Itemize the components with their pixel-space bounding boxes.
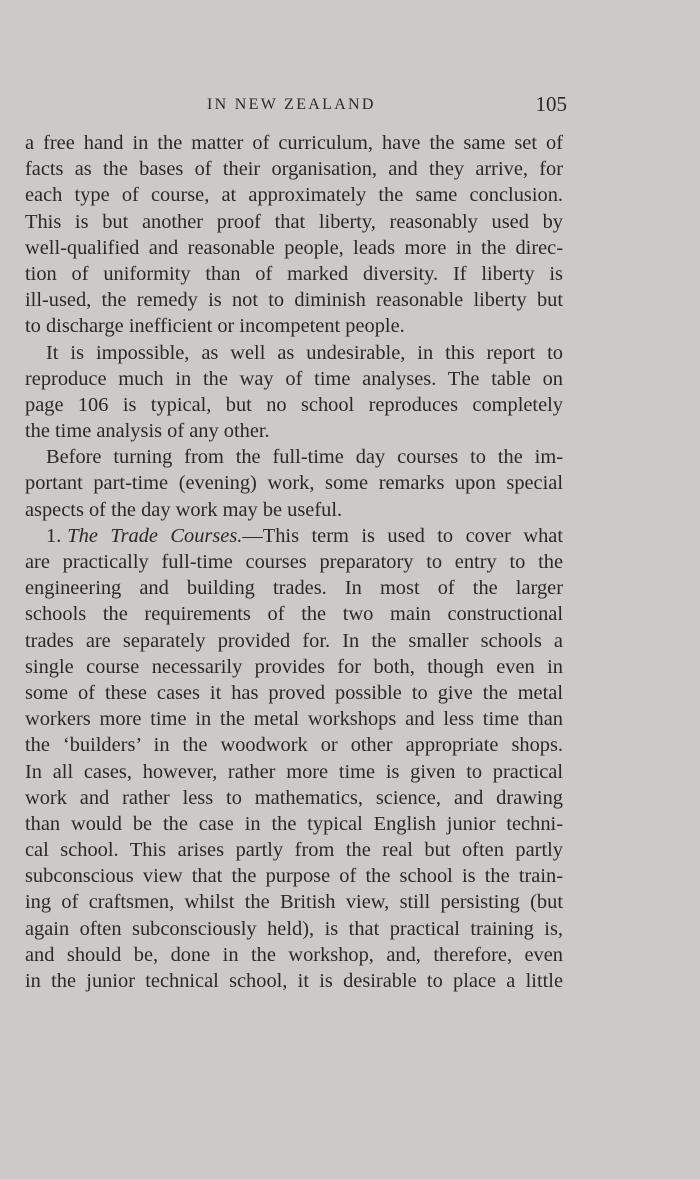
page-number: 105	[535, 92, 567, 116]
text-line: than would be the case in the typical English junior techni-	[25, 812, 563, 835]
text-line: the time analysis of any other.	[25, 420, 270, 443]
text-line: ing of craftsmen, whilst the British view, still persisting (but	[25, 891, 563, 914]
text-line: a free hand in the matter of curriculum, have the same set of	[25, 132, 563, 154]
text-line: single course necessarily provides for both, though even in	[25, 655, 563, 678]
running-title: IN NEW ZEALAND	[207, 96, 376, 113]
text-line: reproduce much in the way of time analyses. The table on	[25, 367, 563, 390]
section-heading: The Trade Courses.	[67, 524, 243, 547]
text-line: facts as the bases of their organisation, and they arrive, for	[25, 158, 563, 181]
text-line: schools the requirements of the two main constructional	[25, 603, 563, 626]
running-head	[25, 94, 565, 120]
text-line: aspects of the day work may be useful.	[25, 498, 343, 521]
text-line: portant part-time (evening) work, some remarks upon special	[25, 472, 563, 495]
text-line: again often subconsciously held), is that practical training is,	[25, 917, 563, 940]
text-line: well-qualified and reasonable people, leads more in the direc-	[25, 236, 563, 259]
section-intro: —This term is used to cover what	[242, 524, 563, 547]
text-line: work and rather less to mathematics, science, and drawing	[25, 786, 563, 809]
text-line: page 106 is typical, but no school reproduces completely	[25, 393, 563, 416]
text-line: and should be, done in the workshop, and, therefore, even	[25, 943, 563, 966]
text-line: It is impossible, as well as undesirable, in this report to	[46, 341, 563, 364]
body-text	[25, 130, 563, 994]
text-line: cal school. This arises partly from the real but often partly	[25, 839, 563, 862]
text-line: workers more time in the metal workshops and less time than	[25, 708, 563, 731]
text-line: In all cases, however, rather more time is given to practical	[25, 760, 563, 783]
section-number: 1.	[46, 524, 62, 547]
text-line: some of these cases it has proved possible to give the metal	[25, 681, 563, 704]
text-line: Before turning from the full-time day courses to the im-	[46, 446, 563, 469]
text-line: in the junior technical school, it is desirable to place a little	[25, 970, 563, 992]
text-line: to discharge inefficient or incompetent people.	[25, 315, 405, 338]
text-line: tion of uniformity than of marked diversity. If liberty is	[25, 262, 563, 285]
text-line: the ‘builders’ in the woodwork or other appropriate shops.	[25, 734, 563, 757]
text-line: are practically full-time courses preparatory to entry to the	[25, 551, 563, 573]
text-line: trades are separately provided for. In the smaller schools a	[25, 629, 563, 652]
text-line: ill-used, the remedy is not to diminish reasonable liberty but	[25, 289, 563, 312]
text-line: each type of course, at approximately the same conclusion.	[25, 184, 563, 207]
text-line: engineering and building trades. In most of the larger	[25, 577, 563, 600]
text-line: subconscious view that the purpose of the school is the train-	[25, 865, 563, 888]
text-line-section	[25, 523, 563, 549]
text-line: This is but another proof that liberty, reasonably used by	[25, 210, 563, 233]
